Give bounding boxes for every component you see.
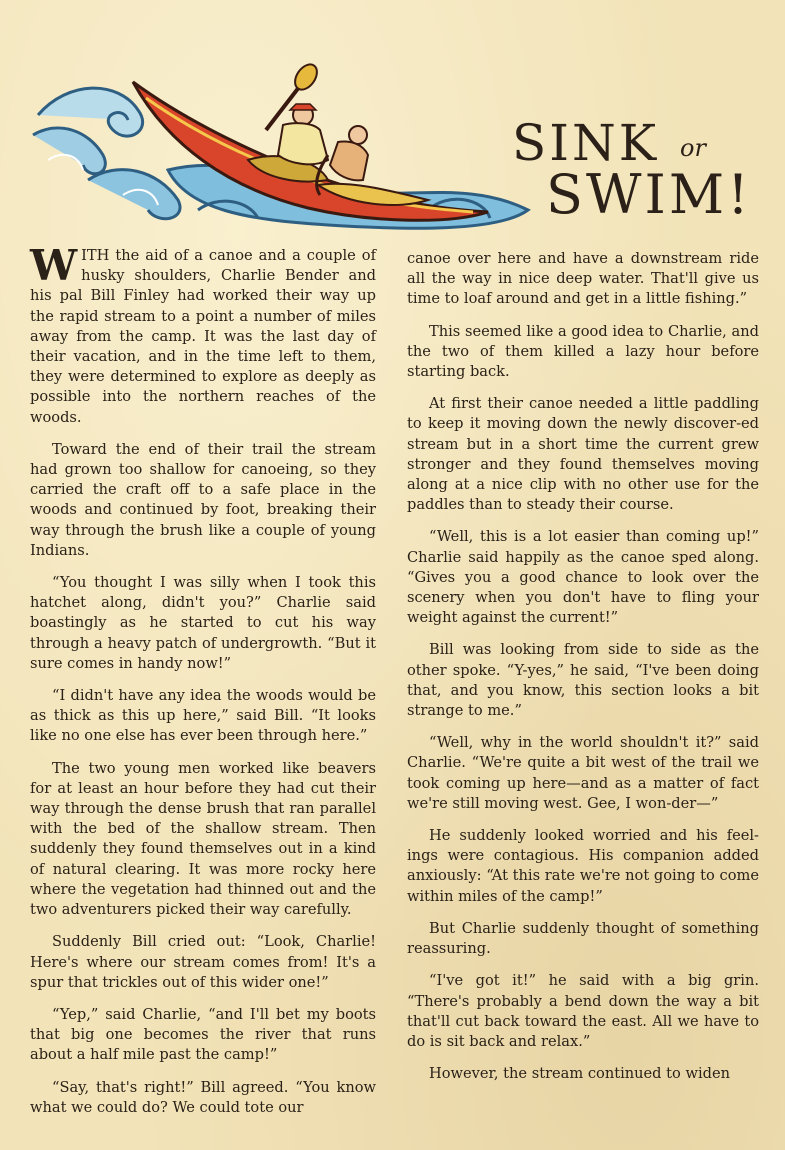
title-or: or (680, 134, 706, 162)
paragraph: canoe over here and have a downstream ride all the way in nice deep water. That'll give us time to loaf around and get in a little fishing.” (407, 250, 759, 308)
title-swim: SWIM! (546, 163, 752, 226)
left-column (30, 241, 376, 1130)
paragraph: But Charlie suddenly thought of something reassuring. (407, 919, 759, 958)
paragraph: This seemed like a good idea to Charlie, and the two of them killed a lazy hour before starting back. (407, 322, 759, 381)
right-column (407, 249, 759, 1096)
paragraph: Suddenly Bill cried out: “Look, Charlie! Here's where our stream comes from! It's a spur that trickles out of this wider one!” (30, 933, 376, 991)
drop-cap: W (30, 241, 78, 290)
paragraph: “I didn't have any idea the woods would be as thick as this up here,” said Bill. “It looks like no one else has ever been through here.” (30, 687, 376, 745)
paragraph: “Well, this is a lot easier than coming up!” Charlie said happily as the canoe sped along. “Gives you a good chance to look over the scenery when you don't have to fling your weight against the current!” (407, 528, 759, 627)
paragraph: However, the stream continued to widen (429, 1065, 730, 1083)
paragraph: “I've got it!” he said with a big grin. “There's probably a bend down the way a bit that'll cut back toward the east. All we have to do is sit back and relax.” (407, 972, 759, 1050)
paragraph: “Well, why in the world shouldn't it?” said Charlie. “We're quite a bit west of the trail we took coming up here—and as a matter of fact we're still moving west. Gee, I won-der—” (407, 734, 759, 812)
paragraph: “You thought I was silly when I took this hatchet along, didn't you?” Charlie said boastingly as he started to cut his way through a heavy patch of undergrowth. “But it sure comes in handy now!” (30, 574, 376, 672)
paragraph: Bill was looking from side to side as the other spoke. “Y-yes,” he said, “I've been doing that, and you know, this section looks a bit strange to me.” (407, 641, 759, 720)
paragraph: At first their canoe needed a little paddling to keep it moving down the newly discover-ed stream but in a short time the current grew stronger and they found themselves moving along at a nice clip with no other use for the paddles than to steady their course. (407, 395, 759, 514)
story-title (508, 114, 776, 238)
canoe-illustration (28, 60, 538, 235)
paragraph: He suddenly looked worried and his feel-ings were contagious. His companion added anxiously: “At this rate we're not going to come within miles of the camp!” (407, 827, 759, 905)
paragraph: Toward the end of their trail the stream had grown too shallow for canoeing, so they carried the craft off to a safe place in the woods and continued by foot, breaking their way through the brush like a couple of young Indians. (30, 440, 376, 559)
paragraph: “Yep,” said Charlie, “and I'll bet my boots that big one becomes the river that runs about a half mile past the camp!” (30, 1005, 376, 1064)
paragraph: The two young men worked like beavers for at least an hour before they had cut their way through the dense brush that ran parallel with the bed of the shallow stream. Then suddenly they found themselves out in a kind of natural clearing. It was more rocky here where the vegetation had thinned out and the two adventurers picked their way carefully. (30, 759, 376, 919)
title-sink: SINK (512, 114, 660, 172)
paragraph: WITH the aid of a canoe and a couple of husky shoulders, Charlie Bender and his pal Bill Finley had worked their way up the rapid stream to a point a number of miles away from the camp. It was the last day of their vacation, and in the time left to them, they were determined to explore as deeply as possible into the northern reaches of the woods. (30, 241, 376, 426)
paragraph: “Say, that's right!” Bill agreed. “You know what we could do? We could tote our (30, 1078, 376, 1116)
